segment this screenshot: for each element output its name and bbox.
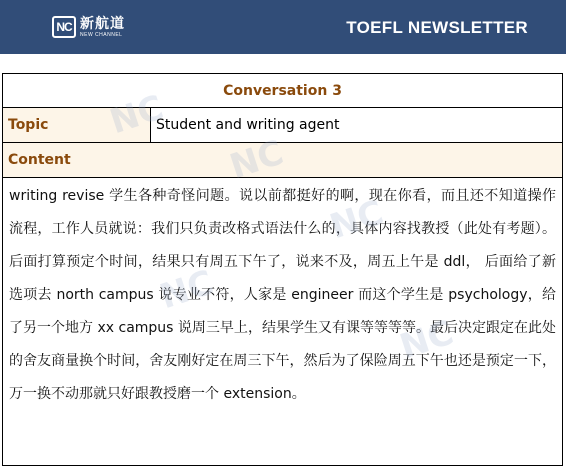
logo-mark-icon: NC bbox=[52, 16, 76, 38]
topic-value: Student and writing agent bbox=[151, 108, 563, 143]
logo-english-name: NEW CHANNEL bbox=[80, 31, 123, 38]
watermark-logo: NC bbox=[225, 132, 289, 188]
watermark-logo: NC bbox=[325, 192, 389, 248]
watermark-logo: NC bbox=[155, 262, 219, 318]
logo-wordmark bbox=[80, 17, 125, 38]
watermark-logo: NC bbox=[105, 87, 169, 143]
watermark-logo: NC bbox=[395, 312, 459, 368]
newsletter-title: TOEFL NEWSLETTER bbox=[346, 18, 528, 37]
conversation-title: Conversation 3 bbox=[3, 74, 563, 108]
brand-logo bbox=[52, 13, 125, 41]
logo-chinese-name: 新航道 bbox=[80, 15, 125, 32]
topic-label: Topic bbox=[3, 108, 151, 143]
content-label: Content bbox=[3, 143, 563, 178]
newsletter-header bbox=[0, 0, 566, 54]
content-text: writing revise 学生各种奇怪问题。说以前都挺好的啊，现在你看，而且还不知道操作流程，工作人员就说：我们只负责改格式语法什么的，具体内容找教授（此处有考题）。后面打算预定个时间，结果只有周五下午了，说来不及，周五上午是 ddl， 后面给了新选项去 north campus 说专业不符，人家是 engineer 而这个学生是 psychology，给了另一个地方 xx campus 说周三早上，结果学生又有课等等等等。最后决定跟定在此处的舍友商量换个时间，舍友刚好定在周三下午，然后为了保险周五下午也还是预定一下，万一换不动那就只好跟教授磨一个 extension。 bbox=[3, 178, 563, 466]
conversation-table bbox=[2, 73, 563, 466]
